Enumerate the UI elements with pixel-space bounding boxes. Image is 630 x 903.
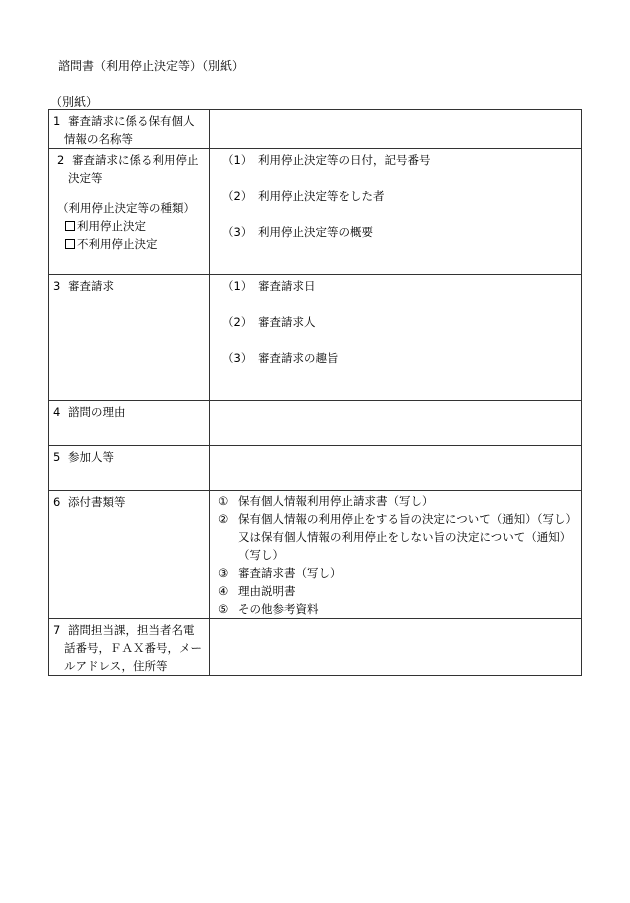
item-text: 審査請求人 (258, 315, 316, 329)
table-row (49, 446, 582, 491)
list-item (210, 275, 581, 295)
row-value-cell (210, 446, 582, 491)
item-number: （3） (222, 351, 253, 365)
checkbox-option[interactable] (53, 235, 205, 253)
list-item (214, 600, 577, 618)
item-number: （2） (222, 315, 253, 329)
item-text: 利用停止決定等の概要 (258, 225, 373, 239)
row-number: 2 (57, 153, 65, 167)
row-label-cell (49, 619, 210, 676)
list-item (210, 295, 581, 331)
item-number: （1） (222, 279, 253, 293)
list-item (210, 331, 581, 367)
row-label: 諮問担当課，担当者名電話番号，ＦＡＸ番号，メールアドレス，住所等 (64, 623, 202, 673)
row-label-cell (49, 491, 210, 619)
table-row (49, 619, 582, 676)
item-text: 審査請求日 (258, 279, 316, 293)
row-label: 審査請求に係る保有個人情報の名称等 (64, 114, 195, 146)
item-text: 利用停止決定等の日付，記号番号 (258, 153, 431, 167)
item-number: （1） (222, 153, 253, 167)
list-item (214, 582, 577, 600)
list-item (214, 564, 577, 582)
row-value-cell (210, 110, 582, 149)
list-item (214, 510, 577, 564)
document-number: ① (218, 494, 229, 508)
row-number: 5 (53, 450, 61, 464)
document-title: 諮問書（利用停止決定等）（別紙） (58, 59, 245, 73)
row-label: 参加人等 (68, 450, 114, 464)
document-text: その他参考資料 (238, 602, 319, 616)
document-text: 理由説明書 (238, 584, 296, 598)
option-label: 利用停止決定 (77, 219, 146, 233)
row-label-cell (49, 275, 210, 401)
table-row (49, 491, 582, 619)
document-number: ⑤ (218, 602, 229, 616)
checkbox-option[interactable] (53, 217, 205, 235)
table-row (49, 149, 582, 275)
item-number: （2） (222, 189, 253, 203)
document-number: ② (218, 512, 229, 526)
checkbox-icon[interactable] (65, 239, 75, 249)
row-label-cell (49, 149, 210, 275)
option-label: 不利用停止決定 (77, 237, 158, 251)
list-item (210, 169, 581, 205)
row-value-cell (210, 491, 582, 619)
list-item (214, 492, 577, 510)
row-value-cell (210, 275, 582, 401)
list-item (210, 205, 581, 241)
row-label: 審査請求に係る利用停止決定等 (68, 153, 199, 185)
row-number: 7 (53, 623, 61, 637)
item-text: 利用停止決定等をした者 (258, 189, 385, 203)
row-label: 審査請求 (68, 279, 114, 293)
list-item (210, 149, 581, 169)
row-value-cell (210, 401, 582, 446)
table-row (49, 401, 582, 446)
row-label: 諮問の理由 (68, 405, 126, 419)
document-text: 保有個人情報利用停止請求書（写し） (238, 494, 434, 508)
document-text: 保有個人情報の利用停止をする旨の決定について（通知）（写し）又は保有個人情報の利用停止をしない旨の決定について（通知）（写し） (238, 512, 572, 562)
row-label-cell (49, 401, 210, 446)
row-label: 添付書類等 (68, 495, 126, 509)
row-number: 4 (53, 405, 61, 419)
row-number: 3 (53, 279, 61, 293)
document-number: ③ (218, 566, 229, 580)
row-number: 1 (53, 114, 61, 128)
row-label-cell (49, 110, 210, 149)
document-text: 審査請求書（写し） (238, 566, 342, 580)
decision-type-heading: （利用停止決定等の種類） (57, 201, 195, 215)
row-label-cell (49, 446, 210, 491)
item-text: 審査請求の趣旨 (258, 351, 339, 365)
petition-form-table (48, 109, 582, 676)
document-number: ④ (218, 584, 229, 598)
row-number: 6 (53, 495, 61, 509)
row-value-cell (210, 619, 582, 676)
table-row (49, 275, 582, 401)
row-value-cell (210, 149, 582, 275)
item-number: （3） (222, 225, 253, 239)
attachment-label: （別紙） (50, 95, 99, 109)
table-row (49, 110, 582, 149)
checkbox-icon[interactable] (65, 221, 75, 231)
